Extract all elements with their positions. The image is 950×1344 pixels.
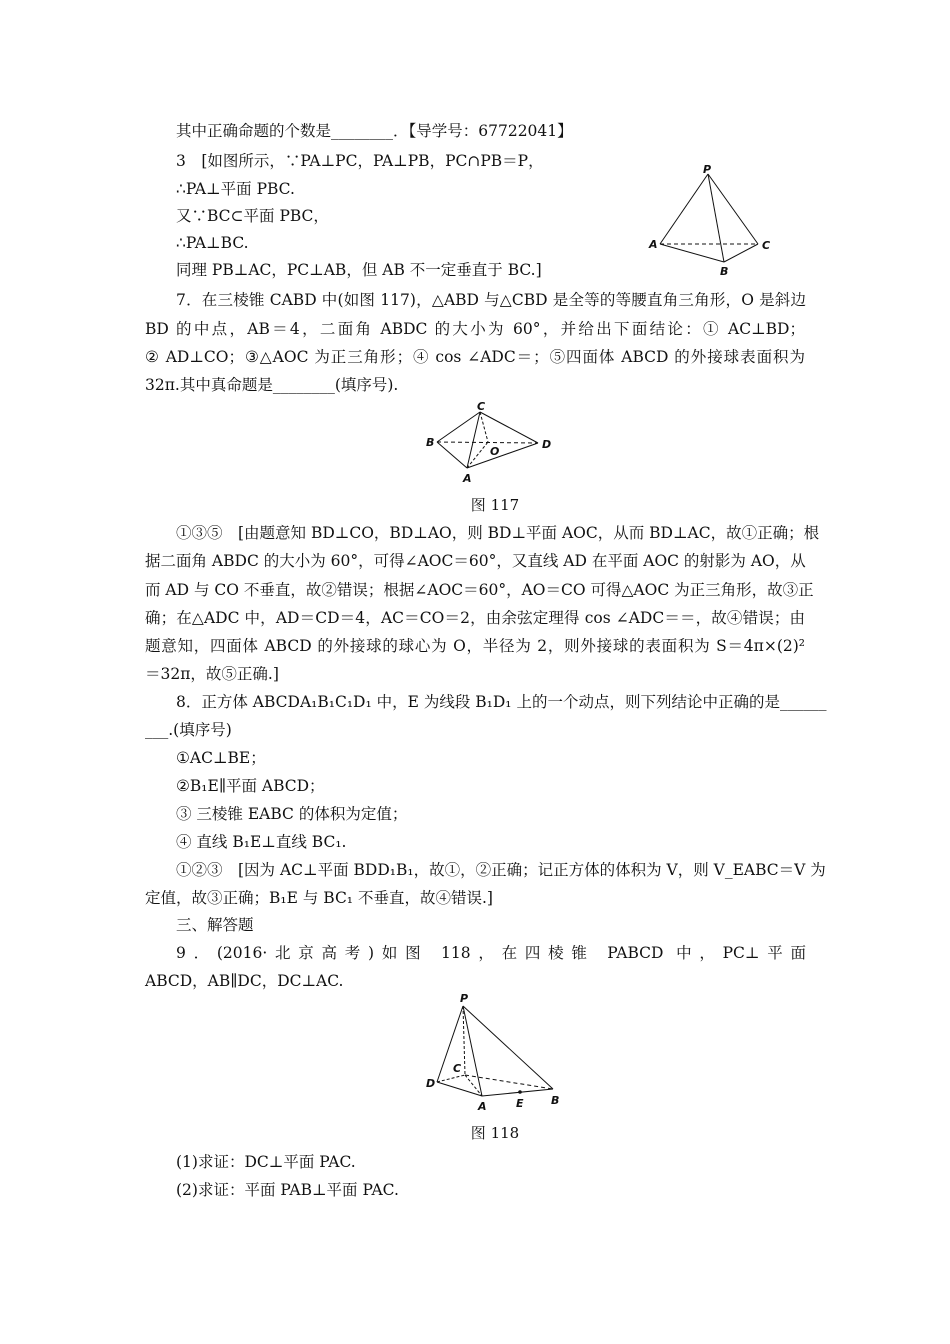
text-line: ①②③ [因为 AC⊥平面 BDD₁B₁，故①，②正确；记正方体的体积为 V，则 V_EABC＝V 为 (176, 861, 826, 879)
point-label: E (516, 1097, 524, 1110)
vertex-label: P (703, 163, 712, 176)
vertex-label: C (762, 239, 771, 252)
vertex-label: A (478, 1100, 487, 1113)
text-line: ④ 直线 B₁E⊥直线 BC₁. (176, 833, 347, 851)
tetrahedron-figure (645, 162, 780, 282)
text-line: ③ 三棱锥 EABC 的体积为定值； (176, 805, 408, 823)
vertex-label: B (720, 265, 729, 278)
text-line: ___.(填序号) (145, 721, 232, 739)
section-heading: 三、解答题 (176, 916, 254, 934)
vertex-label: O (490, 445, 500, 458)
vertex-label: D (542, 438, 552, 451)
text-line: 3 [如图所示，∵PA⊥PC，PA⊥PB，PC∩PB＝P， (176, 152, 544, 170)
text-line: 32π.其中真命题是________(填序号). (145, 376, 399, 394)
text-line: ①③⑤ [由题意知 BD⊥CO，BD⊥AO，则 BD⊥平面 AOC，从而 BD⊥AC，故①正确；根 (176, 524, 820, 542)
figure-caption: 图 118 (470, 1124, 520, 1142)
text-line: ② AD⊥CO；③△AOC 为正三角形；④ cos ∠ADC＝；⑤四面体 ABCD 的外接球表面积为 (145, 348, 805, 366)
vertex-label: B (426, 436, 435, 449)
vertex-label: C (453, 1062, 462, 1075)
text-line: 同理 PB⊥AC，PC⊥AB，但 AB 不一定垂直于 BC.] (176, 261, 542, 279)
text-line: 7．在三棱锥 CABD 中(如图 117)，△ABD 与△CBD 是全等的等腰直角三角形，O 是斜边 (176, 291, 806, 309)
text-line: (1)求证：DC⊥平面 PAC. (176, 1153, 356, 1171)
text-line: 8．正方体 ABCDA₁B₁C₁D₁ 中，E 为线段 B₁D₁ 上的一个动点，则下列结论中正确的是______ (176, 693, 827, 711)
vertex-label: A (649, 238, 658, 251)
vertex-label: B (551, 1094, 560, 1107)
figure-caption: 图 117 (470, 496, 520, 514)
text-line: ＝32π，故⑤正确.] (145, 665, 279, 683)
text-line: 又∵BC⊂平面 PBC， (176, 207, 329, 225)
text-line: 而 AD 与 CO 不垂直，故②错误；根据∠AOC＝60°，AO＝CO 可得△AOC 为正三角形，故③正 (145, 581, 814, 599)
text-line: ABCD，AB∥DC，DC⊥AC. (145, 972, 344, 990)
figure-118 (420, 990, 570, 1120)
vertex-label: C (477, 400, 486, 413)
text-line: ∴PA⊥BC. (176, 234, 249, 252)
text-line: 定值，故③正确；B₁E 与 BC₁ 不垂直，故④错误.] (145, 889, 493, 907)
text-line: 9．(2016·北京高考)如图 118，在四棱锥 PABCD 中，PC⊥平面 (176, 944, 806, 962)
text-line: 题意知，四面体 ABCD 的外接球的球心为 O，半径为 2，则外接球的表面积为 S＝4π×(2)² (145, 637, 805, 655)
text-line: 据二面角 ABDC 的大小为 60°，可得∠AOC＝60°，又直线 AD 在平面 AOC 的射影为 AO，从 (145, 552, 806, 570)
text-line: ②B₁E∥平面 ABCD； (176, 777, 325, 795)
text-line: BD 的中点，AB＝4，二面角 ABDC 的大小为 60°，并给出下面结论：① AC⊥BD； (145, 320, 805, 338)
text-line: ①AC⊥BE； (176, 749, 266, 767)
text-line: (2)求证：平面 PAB⊥平面 PAC. (176, 1181, 399, 1199)
figure-117 (420, 398, 560, 488)
text-line: ∴PA⊥平面 PBC. (176, 180, 295, 198)
vertex-label: A (463, 472, 472, 485)
vertex-label: D (426, 1077, 436, 1090)
vertex-label: P (460, 992, 469, 1005)
text-line: 其中正确命题的个数是________．【导学号：67722041】 (176, 122, 573, 140)
text-line: 确；在△ADC 中，AD＝CD＝4，AC＝CO＝2，由余弦定理得 cos ∠ADC＝＝，故④错误；由 (145, 609, 805, 627)
